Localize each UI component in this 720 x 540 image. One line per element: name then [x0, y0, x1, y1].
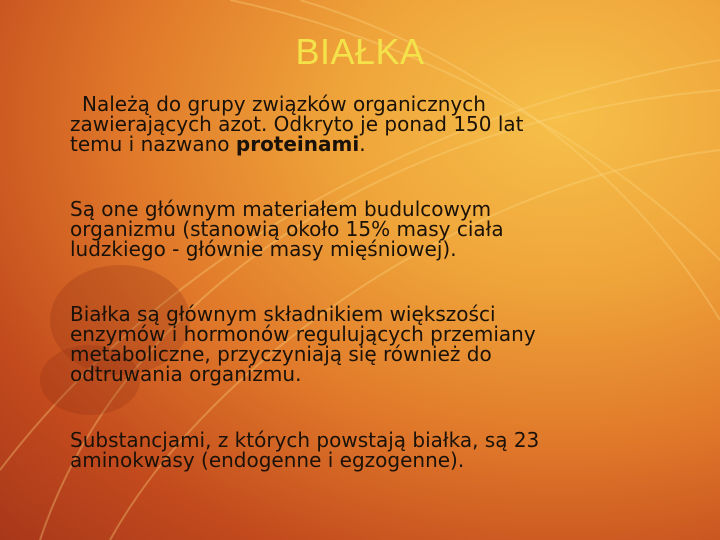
text-line — [70, 134, 670, 154]
text-line: odtruwania organizmu. — [70, 362, 302, 386]
paragraph-enzymes-hormones — [70, 304, 670, 384]
text-line: Białka są głównym składnikiem większości — [70, 302, 496, 326]
slide-title: BIAŁKA — [295, 31, 425, 72]
text-line: Są one głównym materiałem budulcowym — [70, 197, 492, 221]
text-fragment: . — [359, 132, 366, 156]
paragraph-building-material — [70, 199, 670, 259]
paragraph-amino-acids — [70, 430, 670, 470]
text-line: Substancjami, z których powstają białka, są 23 — [70, 428, 540, 452]
text-line: enzymów i hormonów regulujących przemiany — [70, 322, 536, 346]
bold-term: proteinami — [235, 132, 360, 156]
text-line: Należą do grupy związków organicznych — [82, 92, 486, 116]
paragraph-proteins-intro — [70, 94, 670, 154]
text-fragment: temu i nazwano — [70, 132, 236, 156]
text-line: zawierających azot. Odkryto je ponad 150 lat — [70, 112, 524, 136]
text-line: ludzkiego - głównie masy mięśniowej). — [70, 237, 457, 261]
text-line: aminokwasy (endogenne i egzogenne). — [70, 448, 465, 472]
text-line: organizmu (stanowią około 15% masy ciała — [70, 217, 504, 241]
text-line: metaboliczne, przyczyniają się również do — [70, 342, 492, 366]
